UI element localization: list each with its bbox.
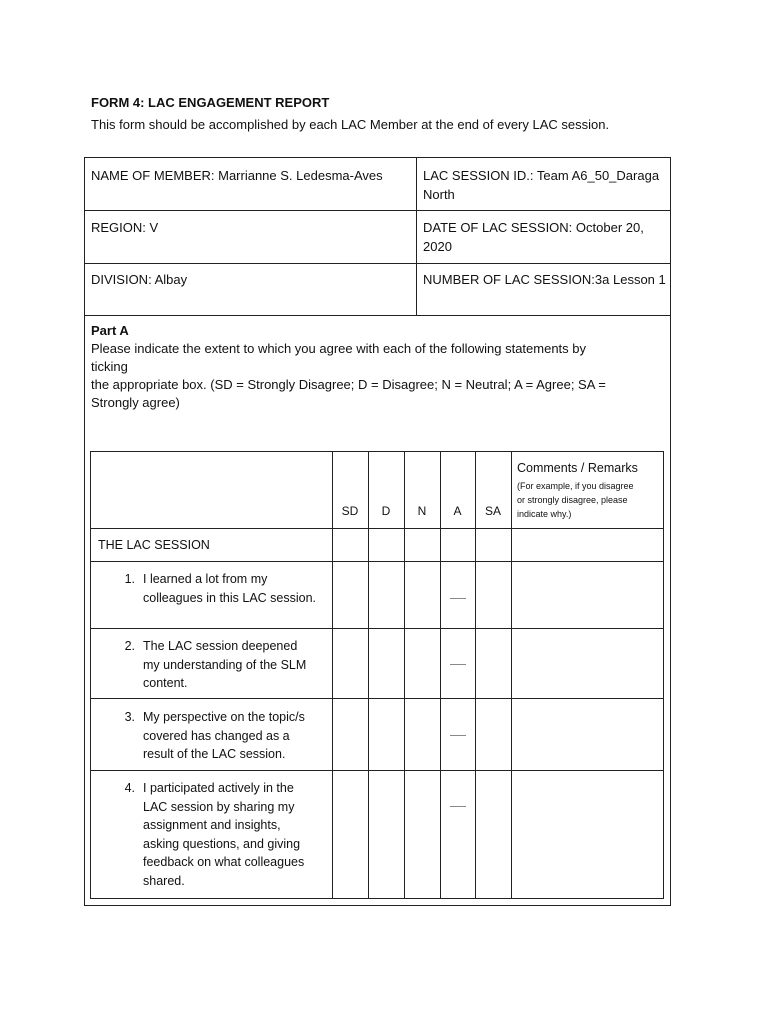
column-divider [511, 452, 512, 898]
form-title: FORM 4: LAC ENGAGEMENT REPORT [91, 95, 330, 110]
row-divider [85, 210, 670, 211]
tick-mark[interactable] [450, 806, 466, 807]
statement-item [119, 708, 329, 764]
statement-number: 1. [124, 572, 135, 586]
member-name: NAME OF MEMBER: Marrianne S. Ledesma-Aves [91, 168, 383, 183]
session-date [423, 218, 644, 256]
statement-line: LAC session by sharing my [143, 799, 295, 814]
column-divider [368, 452, 369, 898]
session-id-line2: North [423, 187, 455, 202]
statement-number: 2. [124, 639, 135, 653]
comments-note-line: indicate why.) [517, 509, 572, 519]
part-a-line: Please indicate the extent to which you agree with each of the following statements by [91, 341, 587, 356]
part-a-line: ticking [91, 359, 128, 374]
statement-line: shared. [143, 873, 185, 888]
part-a-instructions [91, 322, 651, 412]
statement-line: assignment and insights, [143, 818, 281, 832]
session-date-line2: 2020 [423, 239, 452, 254]
column-divider [440, 452, 441, 898]
comments-note-line: or strongly disagree, please [517, 495, 628, 505]
part-a-line: Strongly agree) [91, 395, 180, 410]
session-number: NUMBER OF LAC SESSION:3a Lesson 1 [423, 272, 666, 287]
statement-line: covered has changed as a [143, 728, 290, 743]
column-header-sa: SA [484, 504, 501, 518]
statement-item [119, 570, 329, 607]
column-header-n: N [417, 504, 427, 518]
statement-number: 4. [124, 781, 135, 795]
statement-line: asking questions, and giving [143, 836, 301, 851]
row-divider [91, 628, 663, 629]
statement-line: result of the LAC session. [143, 747, 286, 761]
row-divider [85, 263, 670, 264]
tick-mark[interactable] [450, 664, 466, 665]
statement-line: The LAC session deepened [143, 639, 298, 653]
part-a-heading: Part A [91, 323, 129, 338]
column-header-sd: SD [341, 504, 359, 518]
row-divider [91, 770, 663, 771]
statement-line: I learned a lot from my [143, 572, 268, 586]
statement-item [119, 637, 329, 693]
comments-note [517, 479, 657, 521]
session-date-line1: DATE OF LAC SESSION: October 20, [423, 220, 644, 235]
row-divider [91, 528, 663, 529]
statement-line: colleagues in this LAC session. [143, 590, 317, 605]
session-id [423, 166, 659, 204]
form-subtitle: This form should be accomplished by each LAC Member at the end of every LAC session. [91, 117, 610, 132]
statement-line: feedback on what colleagues [143, 855, 305, 869]
tick-mark[interactable] [450, 598, 466, 599]
statement-line: My perspective on the topic/s [143, 710, 305, 724]
column-header-d: D [381, 504, 391, 518]
column-divider [416, 158, 417, 315]
statement-line: my understanding of the SLM [143, 657, 307, 672]
column-divider [475, 452, 476, 898]
part-a-line: the appropriate box. (SD = Strongly Disagree; D = Disagree; N = Neutral; A = Agree; SA = [91, 377, 606, 392]
division: DIVISION: Albay [91, 272, 188, 287]
row-divider [85, 315, 670, 316]
statement-item [119, 779, 329, 890]
comments-header: Comments / Remarks [517, 461, 638, 475]
section-label: THE LAC SESSION [98, 538, 210, 552]
column-divider [404, 452, 405, 898]
statement-number: 3. [124, 710, 135, 724]
statement-line: content. [143, 676, 188, 690]
column-divider [332, 452, 333, 898]
statement-line: I participated actively in the [143, 781, 294, 795]
rating-table [90, 451, 664, 899]
comments-note-line: (For example, if you disagree [517, 481, 634, 491]
session-id-line1: LAC SESSION ID.: Team A6_50_Daraga [423, 168, 660, 183]
tick-mark[interactable] [450, 735, 466, 736]
row-divider [91, 561, 663, 562]
region: REGION: V [91, 220, 159, 235]
row-divider [91, 698, 663, 699]
column-header-a: A [453, 504, 462, 518]
